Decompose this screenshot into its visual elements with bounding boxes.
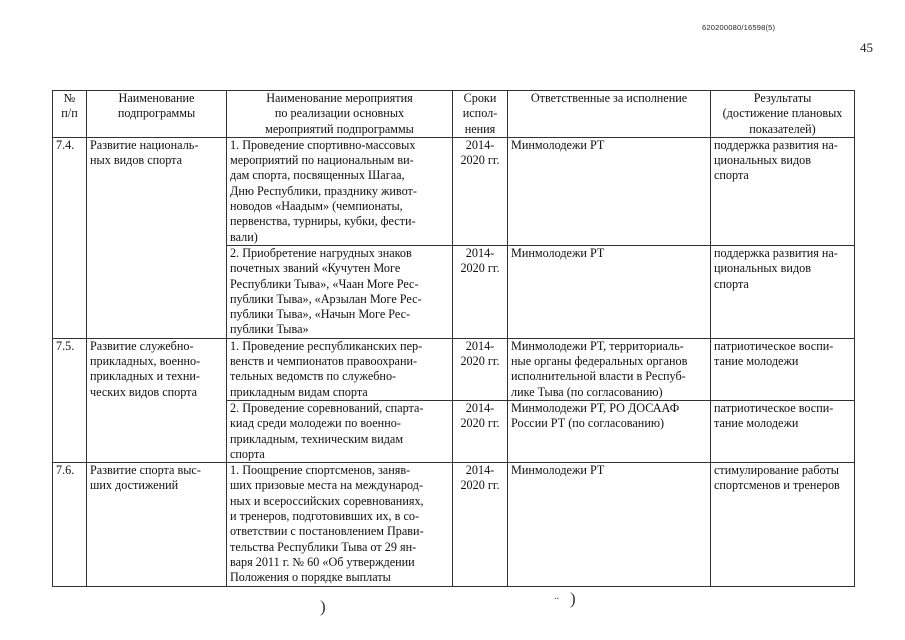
row-responsible: Минмолодежи РТ: [508, 245, 711, 338]
table-header-row: [53, 91, 855, 138]
row-responsible: Минмолодежи РТ, РО ДОСААФ России РТ (по согласованию): [508, 400, 711, 462]
header-terms: Сроки испол- нения: [453, 91, 508, 138]
row-subprogram: Развитие спорта выс- ших достижений: [87, 463, 227, 586]
row-subprogram: Развитие служебно- прикладных, военно- прикладных и техни- ческих видов спорта: [87, 338, 227, 462]
row-terms: 2014- 2020 гг.: [453, 245, 508, 338]
row-results: патриотическое воспи- тание молодежи: [711, 400, 855, 462]
row-terms: 2014- 2020 гг.: [453, 137, 508, 245]
row-measure: 2. Проведение соревнований, спарта- киад среди молодежи по военно- прикладным, техническим видам спорта: [227, 400, 453, 462]
header-measure: Наименование мероприятия по реализации основных мероприятий подпрограммы: [227, 91, 453, 138]
table-row: [53, 338, 855, 400]
row-measure: 2. Приобретение нагрудных знаков почетных званий «Кучутен Моге Республики Тыва», «Чаан Моге Рес- публики Тыва», «Арзылан Моге Рес- публики Тыва», «Начын Моге Рес- публики Тыва»: [227, 245, 453, 338]
row-measure: 1. Проведение республиканских пер- венств и чемпионатов правоохрани- тельных ведомств по служебно- прикладным видам спорта: [227, 338, 453, 400]
row-responsible: Минмолодежи РТ: [508, 137, 711, 245]
document-id: 620200080/16598(5): [702, 23, 776, 32]
row-results: поддержка развития на- циональных видов спорта: [711, 137, 855, 245]
header-num: № п/п: [53, 91, 87, 138]
header-responsible: Ответственные за исполнение: [508, 91, 711, 138]
row-responsible: Минмолодежи РТ: [508, 463, 711, 586]
row-num: 7.4.: [53, 137, 87, 338]
table-row: [53, 463, 855, 586]
row-terms: 2014- 2020 гг.: [453, 400, 508, 462]
row-num: 7.5.: [53, 338, 87, 462]
row-measure: 1. Проведение спортивно-массовых мероприятий по национальным ви- дам спорта, посвященных Шагаа, Дню Республики, празднику живот- новодов «Наадым» (чемпионаты, первенства, турниры, кубки, фести- вали): [227, 137, 453, 245]
program-activities-table: [52, 90, 855, 587]
page-number: 45: [860, 40, 873, 55]
row-terms: 2014- 2020 гг.: [453, 463, 508, 586]
handwritten-mark: ..: [554, 591, 559, 602]
row-terms: 2014- 2020 гг.: [453, 338, 508, 400]
handwritten-mark: ): [570, 589, 576, 608]
row-results: стимулирование работы спортсменов и тренеров: [711, 463, 855, 586]
row-results: поддержка развития на- циональных видов спорта: [711, 245, 855, 338]
row-num: 7.6.: [53, 463, 87, 586]
header-subprogram: Наименование подпрограммы: [87, 91, 227, 138]
table-row: [53, 137, 855, 245]
header-results: Результаты (достижение плановых показателей): [711, 91, 855, 138]
row-subprogram: Развитие националь- ных видов спорта: [87, 137, 227, 338]
row-results: патриотическое воспи- тание молодежи: [711, 338, 855, 400]
handwritten-mark: ): [320, 597, 326, 616]
row-measure: 1. Поощрение спортсменов, заняв- ших призовые места на международ- ных и всероссийских соревнованиях, и тренеров, подготовивших их, в со- ответствии с постановлением Прави- тельства Республики Тыва от 29 ян- варя 2011 г. № 60 «Об утверждении Положения о порядке выплаты: [227, 463, 453, 586]
row-responsible: Минмолодежи РТ, территориаль- ные органы федеральных органов исполнительной власти в Респуб- лике Тыва (по согласованию): [508, 338, 711, 400]
